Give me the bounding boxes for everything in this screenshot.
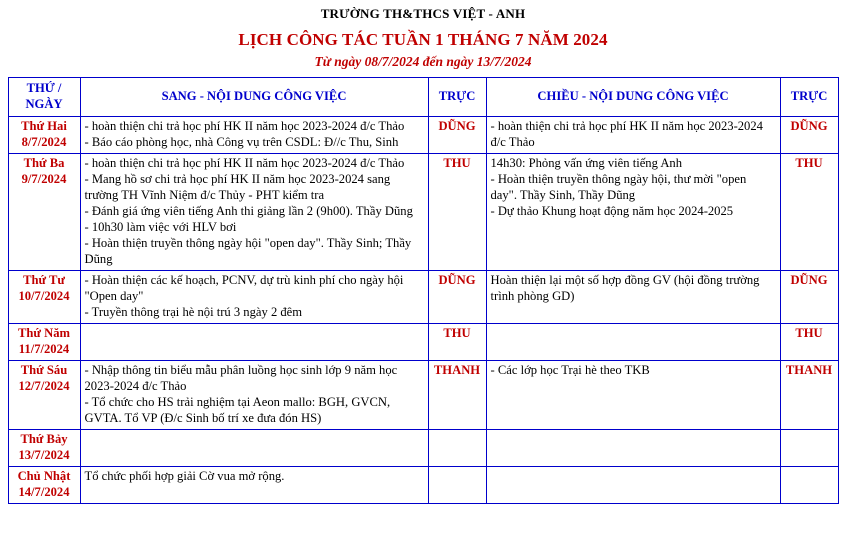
task-line: - Hoàn thiện truyền thông ngày hội "open day". Thầy Sinh; Thầy Dũng xyxy=(84,235,412,266)
table-body xyxy=(8,116,838,503)
column-header-day: THỨ / NGÀY xyxy=(8,78,80,117)
day-cell xyxy=(8,116,80,153)
task-line: - Hoàn thiện các kế hoạch, PCNV, dự trù kinh phí cho ngày hội "Open day" xyxy=(84,272,404,303)
table-header-row xyxy=(8,78,838,117)
day-label: Thứ Ba xyxy=(23,155,65,170)
date-label: 14/7/2024 xyxy=(18,484,70,499)
column-header-truc-afternoon: TRỰC xyxy=(780,78,838,117)
task-line: 14h30: Phỏng vấn ứng viên tiếng Anh xyxy=(490,155,683,170)
date-label: 8/7/2024 xyxy=(21,134,67,149)
truc-morning-cell: THU xyxy=(428,153,486,270)
afternoon-content-cell xyxy=(486,270,780,323)
task-line: Tổ chức phối hợp giải Cờ vua mở rộng. xyxy=(84,468,285,483)
afternoon-content-cell xyxy=(486,153,780,270)
day-label: Chủ Nhật xyxy=(17,468,71,483)
table-row xyxy=(8,323,838,360)
table-row xyxy=(8,429,838,466)
task-line: - Mang hồ sơ chi trả học phí HK II năm học 2023-2024 sang trường TH Vĩnh Niệm đ/c Thủy - PHT kiểm tra xyxy=(84,171,391,202)
task-line: - Tổ chức cho HS trải nghiệm tại Aeon mallo: BGH, GVCN, GVTA. Tổ VP (Đ/c Sinh bố trí xe đưa đón HS) xyxy=(84,394,391,425)
truc-afternoon-cell xyxy=(780,466,838,503)
task-line: - Các lớp học Trại hè theo TKB xyxy=(490,362,650,377)
morning-content-cell xyxy=(80,323,428,360)
truc-afternoon-cell: THU xyxy=(780,153,838,270)
task-line: - hoàn thiện chi trả học phí HK II năm học 2023-2024 đ/c Thảo xyxy=(84,118,405,133)
table-row xyxy=(8,153,838,270)
day-cell xyxy=(8,466,80,503)
table-row xyxy=(8,466,838,503)
table-row xyxy=(8,270,838,323)
day-cell xyxy=(8,429,80,466)
day-label: Thứ Hai xyxy=(21,118,67,133)
truc-morning-cell: THU xyxy=(428,323,486,360)
day-label: Thứ Tư xyxy=(23,272,65,287)
day-cell xyxy=(8,153,80,270)
truc-afternoon-cell: THANH xyxy=(780,360,838,429)
morning-content-cell xyxy=(80,270,428,323)
date-label: 10/7/2024 xyxy=(18,288,70,303)
day-cell xyxy=(8,323,80,360)
task-line: - Hoàn thiện truyền thông ngày hội, thư mời "open day". Thầy Sinh, Thầy Dũng xyxy=(490,171,747,202)
truc-afternoon-cell: DŨNG xyxy=(780,116,838,153)
table-row xyxy=(8,116,838,153)
morning-content-cell xyxy=(80,116,428,153)
day-cell xyxy=(8,270,80,323)
morning-content-cell xyxy=(80,360,428,429)
afternoon-content-cell xyxy=(486,116,780,153)
column-header-afternoon: CHIỀU - NỘI DUNG CÔNG VIỆC xyxy=(486,78,780,117)
task-line: - 10h30 làm việc với HLV bơi xyxy=(84,219,237,234)
table-row xyxy=(8,360,838,429)
document-subtitle: Từ ngày 08/7/2024 đến ngày 13/7/2024 xyxy=(314,54,532,69)
afternoon-content-cell xyxy=(486,323,780,360)
column-header-truc-morning: TRỰC xyxy=(428,78,486,117)
morning-content-cell xyxy=(80,153,428,270)
day-cell xyxy=(8,360,80,429)
afternoon-content-cell xyxy=(486,360,780,429)
task-line: - Đánh giá ứng viên tiếng Anh thi giảng lần 2 (9h00). Thầy Dũng xyxy=(84,203,413,218)
document-title: LỊCH CÔNG TÁC TUẦN 1 THÁNG 7 NĂM 2024 xyxy=(238,30,608,49)
task-line: Hoàn thiện lại một số hợp đồng GV (hội đồng trường trình phòng GD) xyxy=(490,272,760,303)
date-label: 13/7/2024 xyxy=(18,447,70,462)
truc-afternoon-cell: DŨNG xyxy=(780,270,838,323)
task-line: - hoàn thiện chi trả học phí HK II năm học 2023-2024 đ/c Thảo xyxy=(490,118,763,149)
task-line: - Nhập thông tin biểu mẫu phân luồng học sinh lớp 9 năm học 2023-2024 đ/c Thảo xyxy=(84,362,398,393)
morning-content-cell xyxy=(80,466,428,503)
truc-morning-cell xyxy=(428,429,486,466)
task-line: - Truyền thông trại hè nội trú 3 ngày 2 đêm xyxy=(84,304,303,319)
truc-afternoon-cell xyxy=(780,429,838,466)
truc-morning-cell: DŨNG xyxy=(428,116,486,153)
afternoon-content-cell xyxy=(486,466,780,503)
weekly-schedule-table xyxy=(8,77,839,504)
task-line: - Báo cáo phòng học, nhà Công vụ trên CSDL: Đ//c Thu, Sinh xyxy=(84,134,399,149)
date-label: 11/7/2024 xyxy=(18,341,70,356)
afternoon-content-cell xyxy=(486,429,780,466)
date-label: 9/7/2024 xyxy=(21,171,67,186)
task-line: - hoàn thiện chi trả học phí HK II năm học 2023-2024 đ/c Thảo xyxy=(84,155,405,170)
truc-morning-cell: THANH xyxy=(428,360,486,429)
day-label: Thứ Bảy xyxy=(20,431,68,446)
task-line: - Dự thảo Khung hoạt động năm học 2024-2025 xyxy=(490,203,734,218)
truc-morning-cell xyxy=(428,466,486,503)
morning-content-cell xyxy=(80,429,428,466)
school-name: TRƯỜNG TH&THCS VIỆT - ANH xyxy=(320,6,526,21)
column-header-morning: SANG - NỘI DUNG CÔNG VIỆC xyxy=(80,78,428,117)
day-label: Thứ Năm xyxy=(18,325,70,340)
day-label: Thứ Sáu xyxy=(20,362,68,377)
date-label: 12/7/2024 xyxy=(18,378,70,393)
truc-afternoon-cell: THU xyxy=(780,323,838,360)
truc-morning-cell: DŨNG xyxy=(428,270,486,323)
